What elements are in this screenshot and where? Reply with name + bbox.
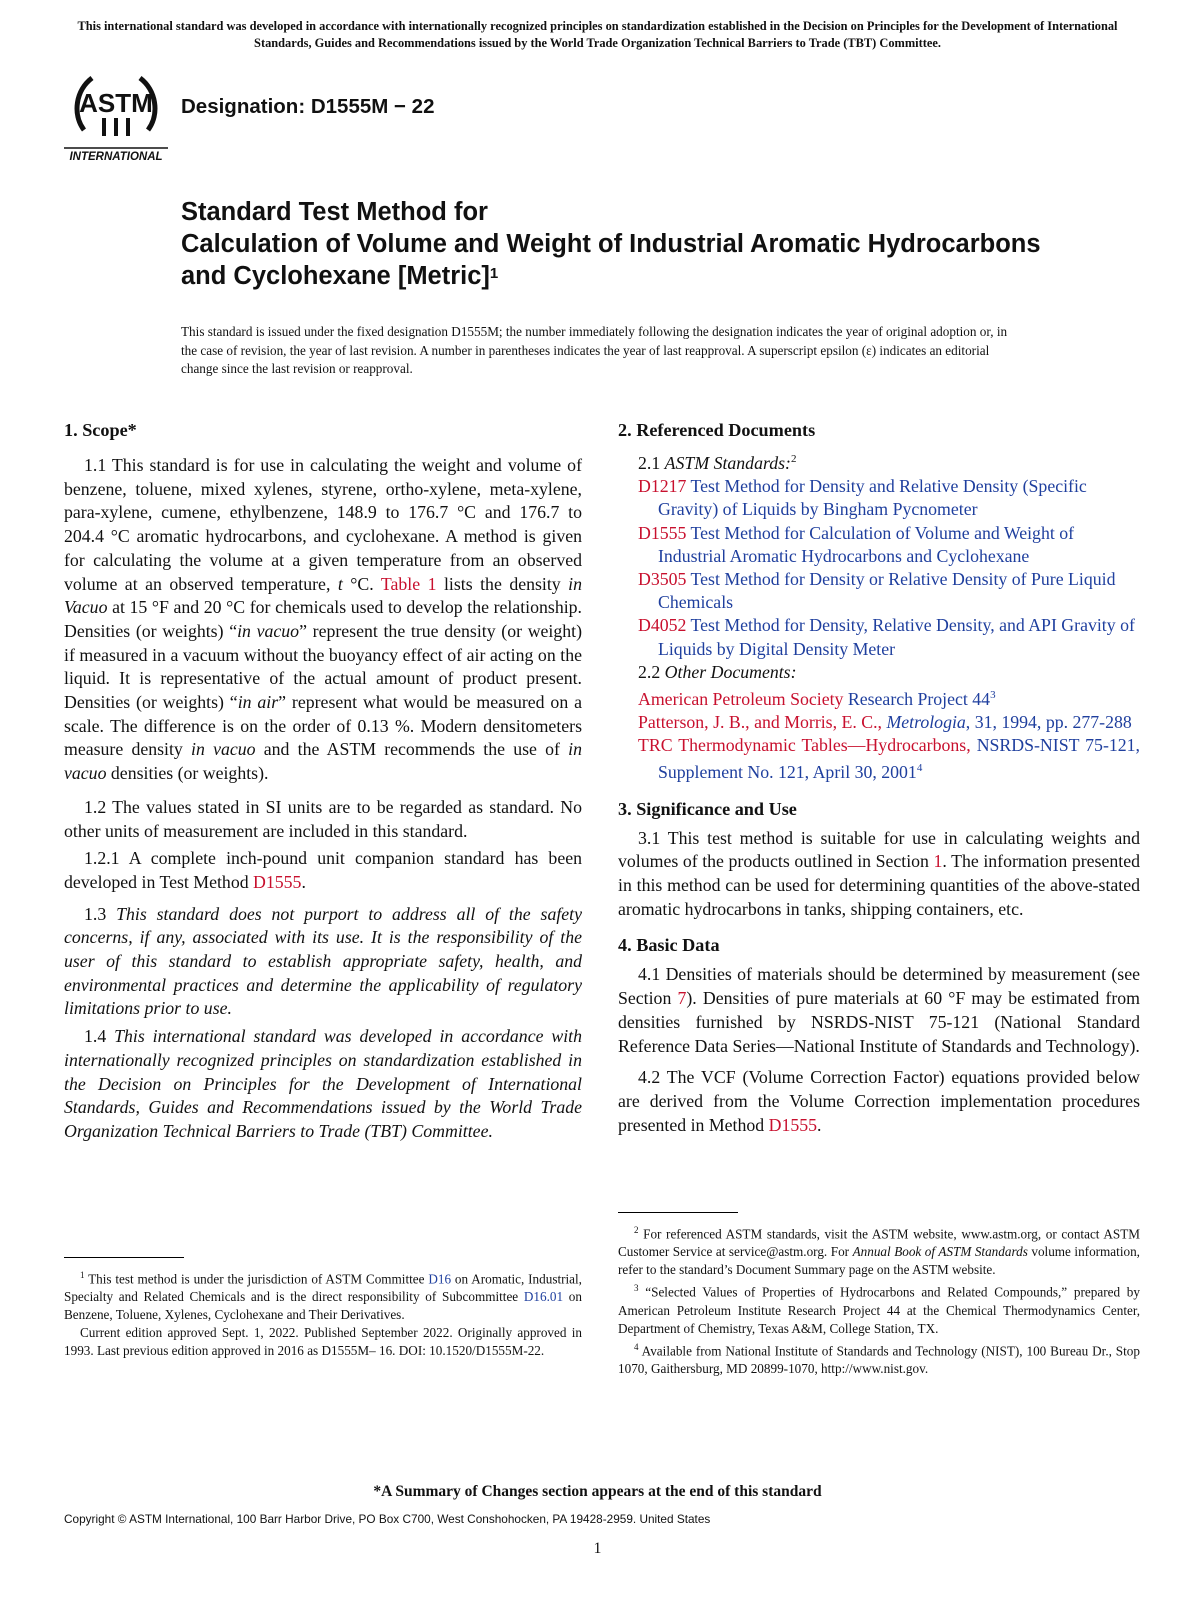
svg-text:INTERNATIONAL: INTERNATIONAL — [69, 151, 163, 163]
designation: Designation: D1555M − 22 — [181, 95, 435, 118]
d16-01-link[interactable]: D16.01 — [523, 1289, 564, 1305]
ref-api-project-44[interactable]: American Petroleum Society Research Project $44^3$ — [638, 688, 996, 709]
d1555-method-link[interactable]: D1555 — [768, 1114, 818, 1135]
ref-d1555[interactable]: D1555 Test Method for Calculation of Volume and Weight of Industrial Aromatic Hydrocarbons and Cyclohexane — [638, 522, 1075, 566]
scope-para-1-4: 1.4 This international standard was developed in accordance with internationally recognized principles on standardization established in the Decision on Principles for the Development of International Standards, Guides and Recommendations issued by the World Trade Organization Technical Barriers to Trade (TBT) Committee. — [64, 1026, 583, 1141]
d1555-link[interactable]: D1555 — [253, 871, 302, 892]
scope-para-1-2: 1.2 The values stated in SI units are to be regarded as standard. No other units of measurement are included in this standard. — [64, 796, 582, 841]
footnote-1: $^1$ This test method is under the jurisdiction of ASTM Committee D16 on Aromatic, Industrial, Specialty and Related Chemicals and is the direct responsibility of Subcommittee D16.01 on Benzene, Toluene, Xylenes, Cyclohexane and Their Derivatives. — [64, 1270, 582, 1323]
title-footnote-mark: 1 — [489, 265, 499, 282]
basic-para-4-1: 4.1 Densities of materials should be determined by measurement (see Section 7). Densities of pure materials at 60 °F may be estimated from densities furnished by NSRDS-NIST 75-121 (National Standard Reference Data Series—National Institute of Standards and Technology). — [618, 964, 1140, 1056]
scope-heading: 1. Scope* — [64, 420, 137, 440]
right-footnotes — [618, 1212, 1140, 1378]
scope-para-1-1: 1.1 This standard is for use in calculating the weight and volume of benzene, toluene, mixed xylenes, styrene, ortho-xylene, meta-xylene, para-xylene, cumene, ethylbenzene, 148.9 to 176.7 °C and 176.7 to 204.4 °C aromatic hydrocarbons, and cyclohexane. A method is given for calculating the volume at a given temperature from an observed volume at an observed temperature, t °C. Table 1 lists the density in Vacuo at 15 °F and 20 °C for chemicals used to develop the relationship. Densities (or weights) “in vacuo” represent the true density (or weight) if measured in a vacuum without the buoyancy effect of air acting on the liquid. It is representative of the actual amount of product present. Densities (or weights) “in air” represent what would be measured on a scale. The difference is on the order of 0.13 %. Modern densitometers measure density in vacuo and the ASTM recommends the use of in vacuo densities (or weights). — [64, 455, 583, 784]
significance-para-3-1: 3.1 This test method is suitable for use in calculating weights and volumes of the products outlined in Section 1. The information presented in this method can be used for determining quantities of the above-stated aromatic hydrocarbons in tanks, shipping containers, etc. — [618, 827, 1140, 919]
footnote-4: $^4$ Available from National Institute of Standards and Technology (NIST), 100 Bureau Dr., Stop 1070, Gaithersburg, MD 20899-1070, http://www.nist.gov. — [618, 1341, 1140, 1377]
footnote-3: $^3$ “Selected Values of Properties of Hydrocarbons and Related Compounds,” prepared by American Petroleum Institute Research Project 44 at the Chemical Thermodynamics Center, Department of Chemistry, Texas A&M, College Station, TX. — [618, 1283, 1140, 1336]
svg-text:ASTM: ASTM — [79, 88, 153, 118]
section-7-link[interactable]: 7 — [677, 988, 687, 1009]
ref-d4052[interactable]: D4052 Test Method for Density, Relative Density, and API Gravity of Liquids by Digital Density Meter — [638, 615, 1135, 659]
copyright-line: Copyright © ASTM International, 100 Barr Harbor Drive, PO Box C700, West Conshohocken, PA 19428-2959. United States — [64, 1512, 711, 1526]
scope-para-1-2-1: 1.2.1 A complete inch-pound unit companion standard has been developed in Test Method D1555. — [64, 848, 582, 892]
basic-data-heading: 4. Basic Data — [618, 935, 720, 956]
footnote-2: $^2$ For referenced ASTM standards, visit the ASTM website, www.astm.org, or contact ASTM Customer Service at service@astm.org. For Annual Book of ASTM Standards volume information, refer to the standard’s Document Summary page on the ASTM website. — [618, 1225, 1140, 1278]
left-column — [64, 418, 582, 1144]
footnote-1-edition: Current edition approved Sept. 1, 2022. Published September 2022. Originally approved in 1993. Last previous edition approved in 2016 as D1555M– 16. DOI: 10.1520/D1555M-22. — [64, 1325, 582, 1359]
document-title — [181, 196, 1081, 292]
summary-of-changes-note: *A Summary of Changes section appears at the end of this standard — [373, 1483, 822, 1500]
top-note: This international standard was developed in accordance with internationally recognized principles on standardization established in the Decision on Principles for the Development of International Standards, Guides and Recommendations issued by the World Trade Organization Technical Barriers to Trade (TBT) Committee. — [77, 19, 1118, 50]
left-footnotes — [64, 1257, 582, 1360]
table-1-link[interactable]: Table 1 — [380, 573, 437, 594]
other-documents-label: 2.2 Other Documents: — [638, 661, 797, 682]
referenced-heading: 2. Referenced Documents — [618, 420, 816, 440]
scope-para-1-3: 1.3 This standard does not purport to address all of the safety concerns, if any, associated with its use. It is the responsibility of the user of this standard to establish appropriate safety, health, and environmental practices and determine the applicability of regulatory limitations prior to use. — [64, 903, 583, 1019]
ref-trc-tables[interactable]: TRC Thermodynamic Tables—Hydrocarbons, NSRDS-NIST 75-121, Supplement No. 121, April 30, 2001$^4$ — [638, 735, 1140, 783]
ref-patterson-morris[interactable]: Patterson, J. B., and Morris, E. C., Metrologia, 31, 1994, pp. 277-288 — [638, 712, 1132, 733]
significance-heading: 3. Significance and Use — [618, 798, 797, 819]
page-number: 1 — [593, 1540, 602, 1557]
astm-logo — [62, 70, 170, 166]
right-column — [618, 418, 1140, 1137]
title-line-1: Standard Test Method for — [181, 198, 488, 226]
ref-d3505[interactable]: D3505 Test Method for Density or Relative Density of Pure Liquid Chemicals — [638, 568, 1116, 613]
basic-para-4-2: 4.2 The VCF (Volume Correction Factor) equations provided below are derived from the Volume Correction implementation procedures presented in Method D1555. — [618, 1067, 1140, 1135]
astm-standards-label: 2.1 ASTM Standards:$^2$ — [638, 452, 797, 473]
ref-d1217[interactable]: D1217 Test Method for Density and Relative Density (Specific Gravity) of Liquids by Bingham Pycnometer — [638, 476, 1087, 520]
section-1-link[interactable]: 1 — [933, 851, 943, 872]
title-line-2: Calculation of Volume and Weight of Industrial Aromatic Hydrocarbons and Cyclohexane [Metric] — [181, 230, 1041, 290]
issue-note: This standard is issued under the fixed designation D1555M; the number immediately following the designation indicates the year of original adoption or, in the case of revision, the year of last revision. A number in parentheses indicates the year of last reapproval. A superscript epsilon (ε) indicates an editorial change since the last revision or reapproval. — [181, 324, 1008, 376]
d16-link[interactable]: D16 — [428, 1271, 452, 1287]
